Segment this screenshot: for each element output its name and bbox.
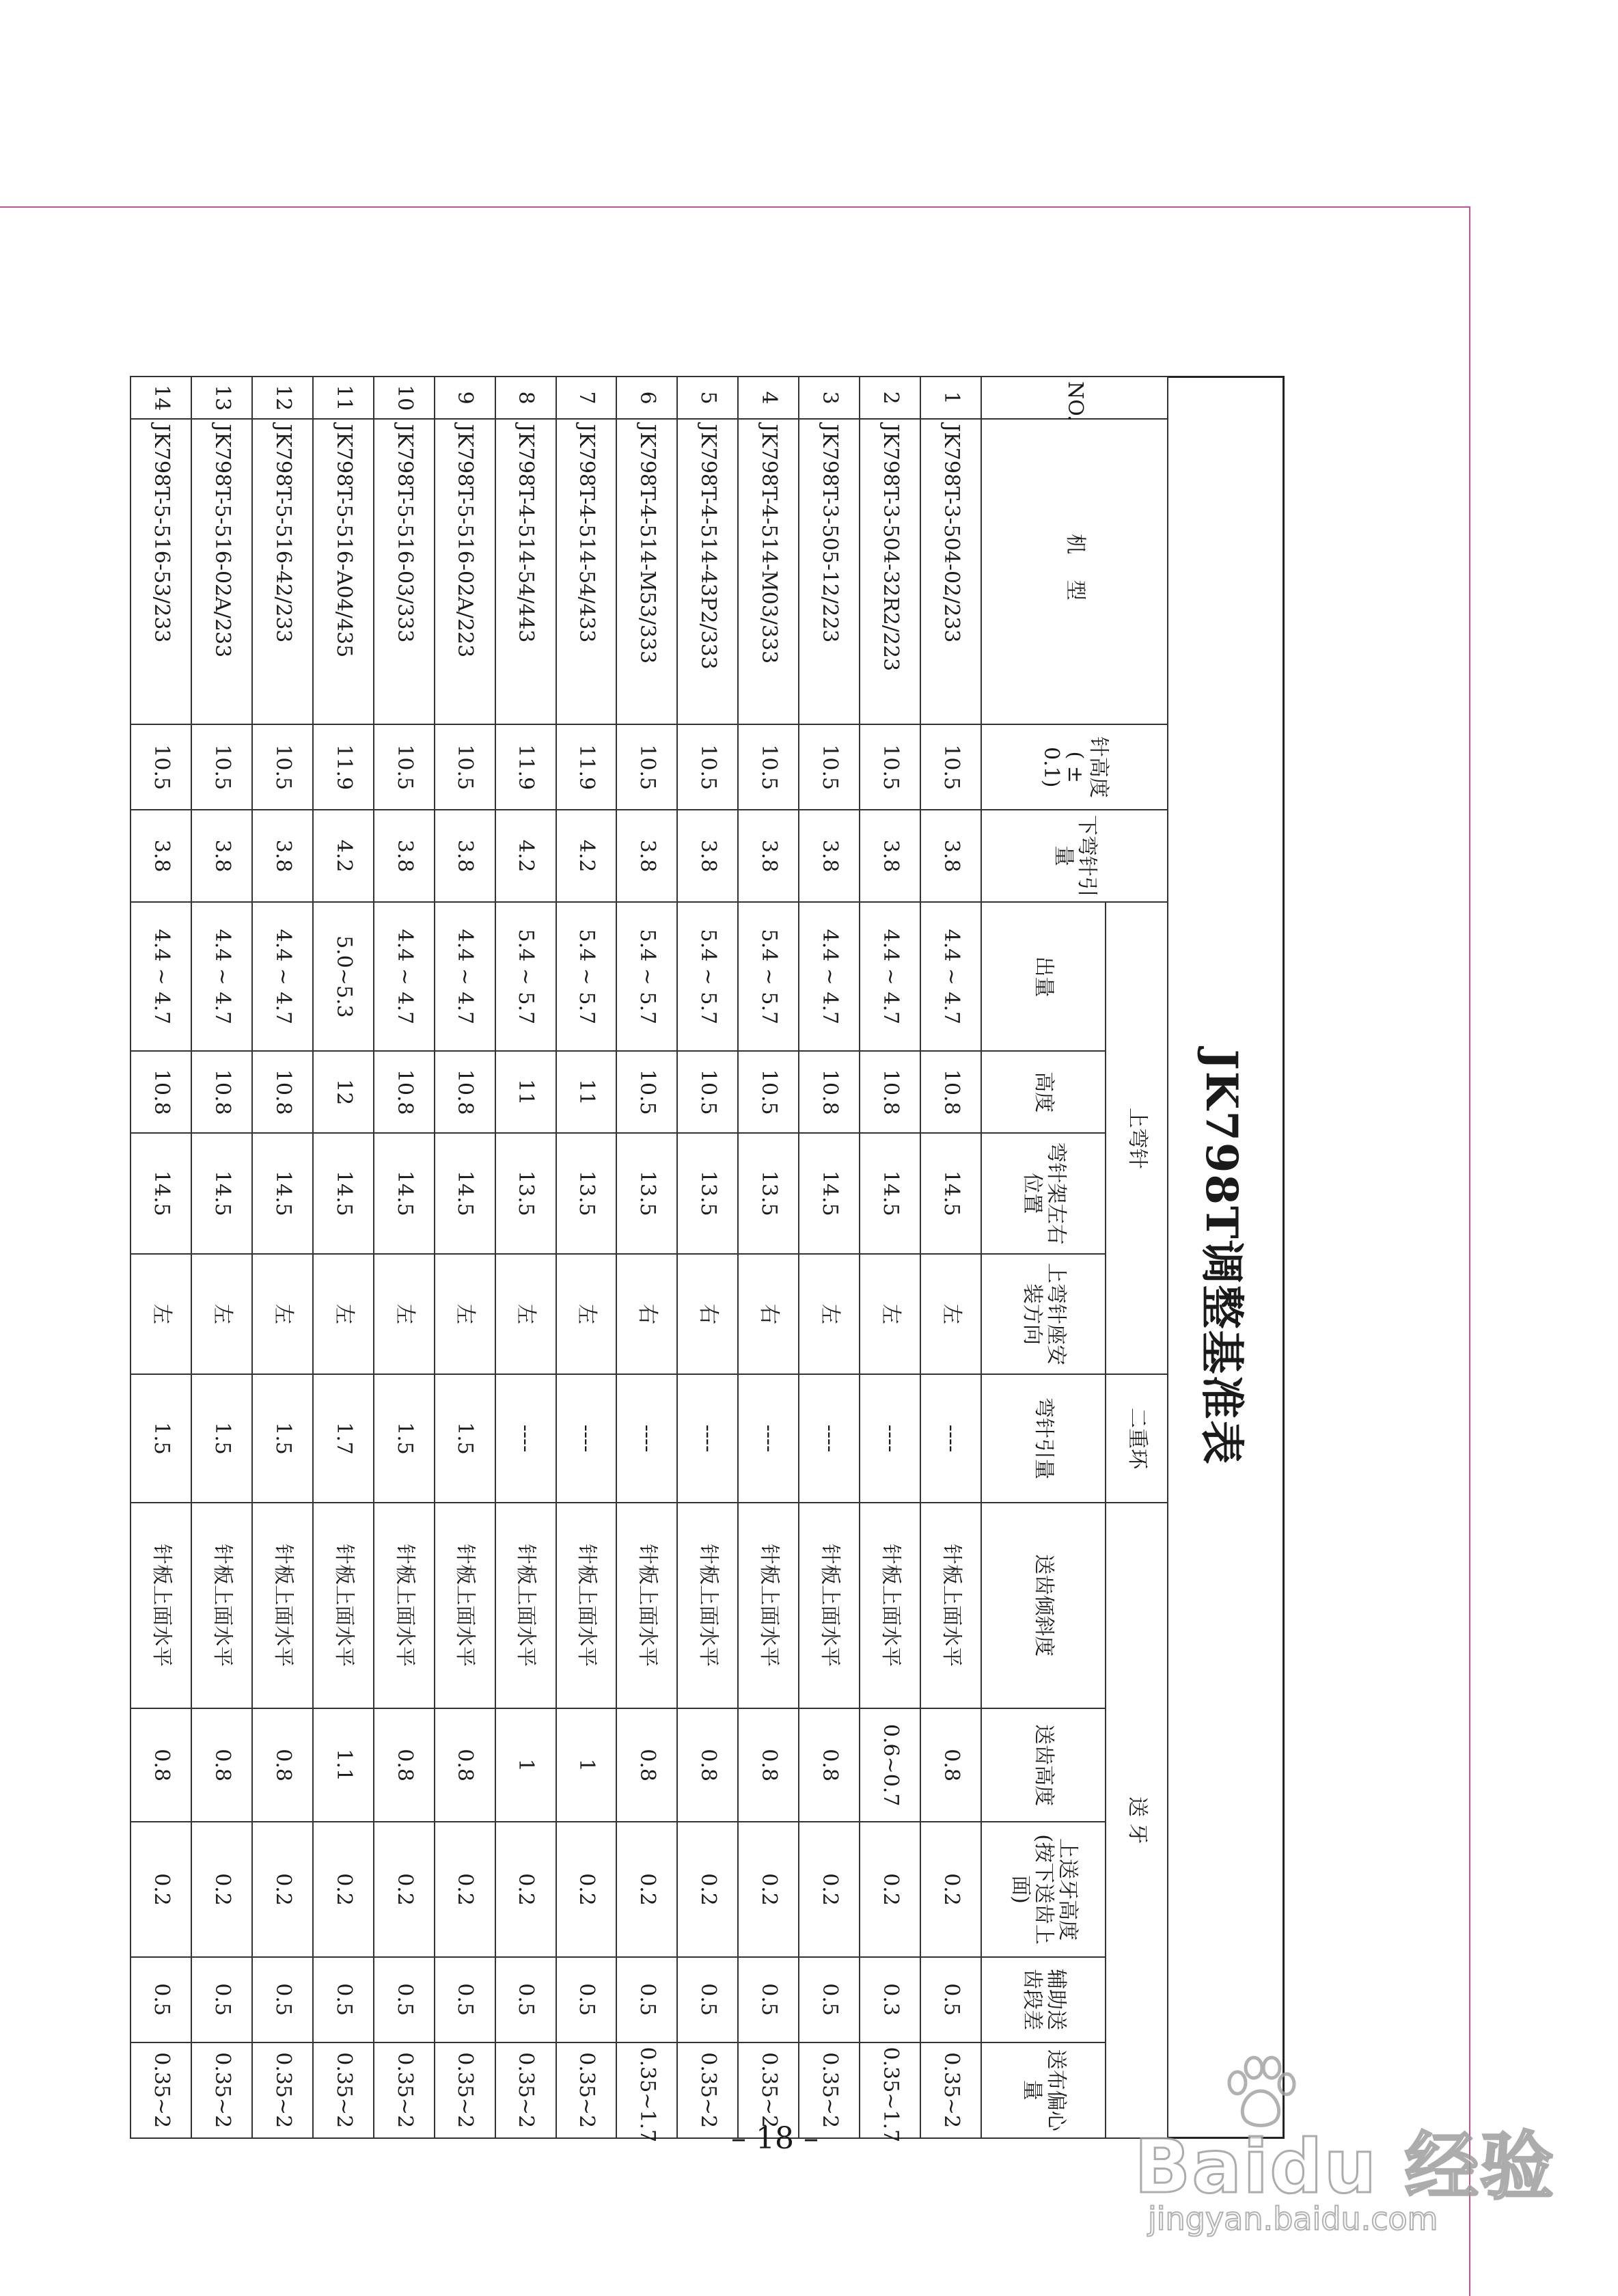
cell-height: 10.8: [374, 1051, 435, 1133]
cell-tilt: 针板上面水平: [738, 1503, 799, 1708]
cell-lateral: 13.5: [738, 1133, 799, 1254]
cell-aux-diff: 0.3: [860, 1957, 920, 2042]
cell-reach: 5.4 ~ 5.7: [556, 902, 617, 1051]
cell-lateral: 14.5: [799, 1133, 860, 1254]
rotated-table-block: [130, 376, 1285, 2143]
cell-lateral: 13.5: [556, 1133, 617, 1254]
cell-upper-feed: 0.2: [920, 1822, 981, 1957]
cell-lower-lift: 3.8: [617, 810, 678, 902]
cell-mount-dir: 左: [495, 1254, 556, 1375]
cell-model: JK798T-5-516-03/333: [374, 419, 435, 724]
header-upper-looper-height: 高度: [981, 1051, 1106, 1133]
cell-eccentric: 0.35~1.7: [617, 2042, 678, 2138]
cell-needle-height: 10.5: [252, 724, 313, 810]
cell-needle-height: 10.5: [677, 724, 738, 810]
cell-mount-dir: 左: [374, 1254, 435, 1375]
cell-model: JK798T-5-516-02A/223: [435, 419, 495, 724]
cell-eccentric: 0.35~2: [252, 2042, 313, 2138]
cell-feed-height: 0.8: [435, 1708, 495, 1822]
cell-eccentric: 0.35~2: [313, 2042, 374, 2138]
cell-needle-height: 10.5: [435, 724, 495, 810]
cell-no: 7: [556, 377, 617, 419]
cell-height: 12: [313, 1051, 374, 1133]
cell-feed-height: 0.8: [677, 1708, 738, 1822]
cell-mount-dir: 左: [435, 1254, 495, 1375]
cell-no: 4: [738, 377, 799, 419]
page-number: – 18 –: [731, 2121, 819, 2156]
cell-double-lift: 1.5: [131, 1374, 191, 1502]
cell-feed-height: 0.8: [738, 1708, 799, 1822]
table-row: [495, 377, 556, 2138]
cell-tilt: 针板上面水平: [556, 1503, 617, 1708]
table-row: [617, 377, 678, 2138]
cell-eccentric: 0.35~2: [738, 2042, 799, 2138]
cell-height: 10.5: [677, 1051, 738, 1133]
cell-needle-height: 10.5: [920, 724, 981, 810]
cell-double-lift: 1.7: [313, 1374, 374, 1502]
cell-lateral: 13.5: [677, 1133, 738, 1254]
cell-double-lift: ----: [860, 1374, 920, 1502]
cell-double-lift: 1.5: [191, 1374, 252, 1502]
cell-lower-lift: 3.8: [860, 810, 920, 902]
header-cloth-feed-eccentric: 送布偏心量: [981, 2042, 1106, 2138]
cell-lower-lift: 3.8: [191, 810, 252, 902]
cell-height: 11: [556, 1051, 617, 1133]
table-row: [435, 377, 495, 2138]
cell-reach: 5.4 ~ 5.7: [617, 902, 678, 1051]
cell-eccentric: 0.35~2: [374, 2042, 435, 2138]
cell-feed-height: 0.8: [920, 1708, 981, 1822]
cell-mount-dir: 左: [313, 1254, 374, 1375]
cell-double-lift: 1.5: [374, 1374, 435, 1502]
cell-height: 10.5: [738, 1051, 799, 1133]
cell-lower-lift: 3.8: [131, 810, 191, 902]
cell-lateral: 14.5: [920, 1133, 981, 1254]
cell-lower-lift: 3.8: [374, 810, 435, 902]
adjustment-table: [130, 376, 1168, 2143]
cell-double-lift: ----: [920, 1374, 981, 1502]
cell-tilt: 针板上面水平: [799, 1503, 860, 1708]
cell-lower-lift: 3.8: [435, 810, 495, 902]
cell-height: 10.8: [435, 1051, 495, 1133]
cell-model: JK798T-5-516-A04/435: [313, 419, 374, 724]
cell-upper-feed: 0.2: [131, 1822, 191, 1957]
header-needle-height-tolerance: ( ± 0.1): [1039, 747, 1087, 788]
cell-double-lift: ----: [495, 1374, 556, 1502]
cell-lateral: 14.5: [374, 1133, 435, 1254]
cell-feed-height: 0.8: [799, 1708, 860, 1822]
cell-tilt: 针板上面水平: [252, 1503, 313, 1708]
cell-reach: 4.4 ~ 4.7: [920, 902, 981, 1051]
header-double-chain-lift: 弯针引量: [981, 1374, 1106, 1502]
cell-model: JK798T-4-514-43P2/333: [677, 419, 738, 724]
cell-no: 5: [677, 377, 738, 419]
table-row: [677, 377, 738, 2138]
cell-upper-feed: 0.2: [617, 1822, 678, 1957]
cell-mount-dir: 左: [252, 1254, 313, 1375]
cell-reach: 4.4 ~ 4.7: [374, 902, 435, 1051]
table-row: [556, 377, 617, 2138]
cell-double-lift: ----: [556, 1374, 617, 1502]
header-needle-height: [981, 724, 1168, 810]
cell-reach: 4.4 ~ 4.7: [799, 902, 860, 1051]
cell-mount-dir: 左: [860, 1254, 920, 1375]
header-feed-height: 送齿高度: [981, 1708, 1106, 1822]
cell-eccentric: 0.35~1.7: [860, 2042, 920, 2138]
cell-tilt: 针板上面水平: [677, 1503, 738, 1708]
cell-feed-height: 1.1: [313, 1708, 374, 1822]
cell-aux-diff: 0.5: [920, 1957, 981, 2042]
cell-tilt: 针板上面水平: [191, 1503, 252, 1708]
header-aux-feed-diff: 辅助送齿段差: [981, 1957, 1106, 2042]
cell-mount-dir: 左: [131, 1254, 191, 1375]
cell-needle-height: 11.9: [556, 724, 617, 810]
cell-lower-lift: 3.8: [920, 810, 981, 902]
cell-needle-height: 10.5: [799, 724, 860, 810]
cell-eccentric: 0.35~2: [435, 2042, 495, 2138]
cell-double-lift: ----: [617, 1374, 678, 1502]
table-row: [860, 377, 920, 2138]
cell-feed-height: 1: [556, 1708, 617, 1822]
table-row: [738, 377, 799, 2138]
cell-needle-height: 10.5: [191, 724, 252, 810]
cell-mount-dir: 左: [799, 1254, 860, 1375]
header-upper-looper-reach: 出量: [981, 902, 1106, 1051]
cell-upper-feed: 0.2: [435, 1822, 495, 1957]
cell-eccentric: 0.35~2: [131, 2042, 191, 2138]
header-upper-looper-lateral: 弯针架左右位置: [981, 1133, 1106, 1254]
cell-model: JK798T-4-514-54/443: [495, 419, 556, 724]
cell-reach: 4.4 ~ 4.7: [435, 902, 495, 1051]
header-upper-looper-mount-dir: 上弯针座安装方向: [981, 1254, 1106, 1375]
cell-eccentric: 0.35~2: [920, 2042, 981, 2138]
watermark-brand: Baidu 经验: [1134, 2124, 1556, 2210]
cell-height: 10.8: [191, 1051, 252, 1133]
cell-upper-feed: 0.2: [738, 1822, 799, 1957]
cell-needle-height: 10.5: [860, 724, 920, 810]
cell-height: 10.8: [860, 1051, 920, 1133]
cell-aux-diff: 0.5: [617, 1957, 678, 2042]
cell-no: 1: [920, 377, 981, 419]
cell-lateral: 14.5: [252, 1133, 313, 1254]
cell-no: 2: [860, 377, 920, 419]
crop-mark-right: [1469, 206, 1470, 2296]
cell-mount-dir: 右: [617, 1254, 678, 1375]
cell-tilt: 针板上面水平: [920, 1503, 981, 1708]
cell-model: JK798T-3-504-32R2/223: [860, 419, 920, 724]
cell-no: 11: [313, 377, 374, 419]
cell-needle-height: 11.9: [495, 724, 556, 810]
cell-lower-lift: 4.2: [495, 810, 556, 902]
header-double-chain: 二重环: [1106, 1374, 1168, 1502]
cell-reach: 4.4 ~ 4.7: [252, 902, 313, 1051]
table-row: [920, 377, 981, 2138]
cell-aux-diff: 0.5: [495, 1957, 556, 2042]
cell-height: 10.8: [920, 1051, 981, 1133]
cell-feed-height: 0.6~0.7: [860, 1708, 920, 1822]
cell-eccentric: 0.35~2: [495, 2042, 556, 2138]
watermark-url: jingyan.baidu.com: [1148, 2200, 1438, 2237]
cell-no: 9: [435, 377, 495, 419]
cell-model: JK798T-5-516-42/233: [252, 419, 313, 724]
cell-upper-feed: 0.2: [860, 1822, 920, 1957]
cell-model: JK798T-3-504-02/233: [920, 419, 981, 724]
cell-reach: 4.4 ~ 4.7: [191, 902, 252, 1051]
cell-aux-diff: 0.5: [677, 1957, 738, 2042]
header-no: NO.: [981, 377, 1168, 419]
header-model: 机 型: [981, 419, 1168, 724]
table-row: [252, 377, 313, 2138]
cell-tilt: 针板上面水平: [374, 1503, 435, 1708]
cell-upper-feed: 0.2: [556, 1822, 617, 1957]
cell-model: JK798T-4-514-M53/333: [617, 419, 678, 724]
cell-model: JK798T-5-516-53/233: [131, 419, 191, 724]
cell-feed-height: 1: [495, 1708, 556, 1822]
cell-height: 10.8: [799, 1051, 860, 1133]
cell-upper-feed: 0.2: [252, 1822, 313, 1957]
table-row: [374, 377, 435, 2138]
cell-mount-dir: 左: [556, 1254, 617, 1375]
cell-model: JK798T-4-514-54/433: [556, 419, 617, 724]
header-feed-dog: 送 牙: [1106, 1503, 1168, 2138]
cell-lateral: 14.5: [860, 1133, 920, 1254]
cell-needle-height: 11.9: [313, 724, 374, 810]
header-upper-feed-height: 上送牙高度(按下送齿上面): [981, 1822, 1106, 1957]
cell-double-lift: ----: [799, 1374, 860, 1502]
cell-lateral: 14.5: [435, 1133, 495, 1254]
table-row: [799, 377, 860, 2138]
header-needle-height-label: 针高度: [1086, 736, 1111, 798]
cell-reach: 5.4 ~ 5.7: [738, 902, 799, 1051]
cell-lower-lift: 3.8: [799, 810, 860, 902]
crop-mark-top: [0, 206, 1470, 208]
cell-tilt: 针板上面水平: [495, 1503, 556, 1708]
cell-needle-height: 10.5: [374, 724, 435, 810]
cell-aux-diff: 0.5: [131, 1957, 191, 2042]
cell-reach: 4.4 ~ 4.7: [860, 902, 920, 1051]
cell-lateral: 14.5: [191, 1133, 252, 1254]
cell-double-lift: ----: [738, 1374, 799, 1502]
cell-height: 10.5: [617, 1051, 678, 1133]
cell-reach: 5.4 ~ 5.7: [677, 902, 738, 1051]
table-row: [313, 377, 374, 2138]
cell-no: 8: [495, 377, 556, 419]
cell-model: JK798T-3-505-12/223: [799, 419, 860, 724]
table-row: [131, 377, 191, 2138]
cell-lateral: 14.5: [313, 1133, 374, 1254]
cell-eccentric: 0.35~2: [556, 2042, 617, 2138]
cell-tilt: 针板上面水平: [860, 1503, 920, 1708]
cell-upper-feed: 0.2: [677, 1822, 738, 1957]
cell-upper-feed: 0.2: [191, 1822, 252, 1957]
cell-lateral: 14.5: [131, 1133, 191, 1254]
cell-aux-diff: 0.5: [374, 1957, 435, 2042]
cell-lower-lift: 3.8: [738, 810, 799, 902]
cell-lateral: 13.5: [495, 1133, 556, 1254]
header-feed-tilt: 送齿倾斜度: [981, 1503, 1106, 1708]
cell-tilt: 针板上面水平: [313, 1503, 374, 1708]
cell-no: 10: [374, 377, 435, 419]
cell-reach: 4.4 ~ 4.7: [131, 902, 191, 1051]
cell-aux-diff: 0.5: [738, 1957, 799, 2042]
cell-eccentric: 0.35~2: [799, 2042, 860, 2138]
cell-upper-feed: 0.2: [313, 1822, 374, 1957]
cell-aux-diff: 0.5: [191, 1957, 252, 2042]
cell-feed-height: 0.8: [252, 1708, 313, 1822]
cell-feed-height: 0.8: [131, 1708, 191, 1822]
cell-tilt: 针板上面水平: [435, 1503, 495, 1708]
cell-no: 3: [799, 377, 860, 419]
table-title: JK798T调整基准表: [1196, 1049, 1248, 1466]
cell-feed-height: 0.8: [374, 1708, 435, 1822]
cell-reach: 5.0~5.3: [313, 902, 374, 1051]
cell-model: JK798T-5-516-02A/233: [191, 419, 252, 724]
cell-aux-diff: 0.5: [252, 1957, 313, 2042]
cell-upper-feed: 0.2: [495, 1822, 556, 1957]
cell-no: 6: [617, 377, 678, 419]
cell-mount-dir: 右: [738, 1254, 799, 1375]
cell-mount-dir: 右: [677, 1254, 738, 1375]
cell-lower-lift: 4.2: [556, 810, 617, 902]
cell-no: 12: [252, 377, 313, 419]
baidu-watermark: [1134, 2050, 1572, 2241]
cell-double-lift: 1.5: [252, 1374, 313, 1502]
cell-eccentric: 0.35~2: [191, 2042, 252, 2138]
cell-no: 14: [131, 377, 191, 419]
cell-height: 10.8: [131, 1051, 191, 1133]
cell-height: 10.8: [252, 1051, 313, 1133]
cell-aux-diff: 0.5: [556, 1957, 617, 2042]
cell-double-lift: 1.5: [435, 1374, 495, 1502]
table-row: [191, 377, 252, 2138]
cell-reach: 5.4 ~ 5.7: [495, 902, 556, 1051]
cell-lateral: 13.5: [617, 1133, 678, 1254]
table-title-strip: [1168, 376, 1285, 2139]
cell-aux-diff: 0.5: [313, 1957, 374, 2042]
cell-tilt: 针板上面水平: [131, 1503, 191, 1708]
cell-aux-diff: 0.5: [435, 1957, 495, 2042]
header-lower-looper-lift: 下弯针引量: [981, 810, 1168, 902]
cell-needle-height: 10.5: [738, 724, 799, 810]
cell-mount-dir: 左: [920, 1254, 981, 1375]
cell-needle-height: 10.5: [617, 724, 678, 810]
cell-height: 11: [495, 1051, 556, 1133]
cell-double-lift: ----: [677, 1374, 738, 1502]
cell-upper-feed: 0.2: [799, 1822, 860, 1957]
cell-lower-lift: 3.8: [252, 810, 313, 902]
cell-mount-dir: 左: [191, 1254, 252, 1375]
cell-feed-height: 0.8: [617, 1708, 678, 1822]
header-upper-looper: 上弯针: [1106, 902, 1168, 1374]
cell-aux-diff: 0.5: [799, 1957, 860, 2042]
cell-no: 13: [191, 377, 252, 419]
cell-upper-feed: 0.2: [374, 1822, 435, 1957]
cell-needle-height: 10.5: [131, 724, 191, 810]
cell-lower-lift: 4.2: [313, 810, 374, 902]
cell-eccentric: 0.35~2: [677, 2042, 738, 2138]
cell-lower-lift: 3.8: [677, 810, 738, 902]
header-row-1: [1106, 377, 1168, 2138]
cell-tilt: 针板上面水平: [617, 1503, 678, 1708]
cell-model: JK798T-4-514-M03/333: [738, 419, 799, 724]
cell-feed-height: 0.8: [191, 1708, 252, 1822]
